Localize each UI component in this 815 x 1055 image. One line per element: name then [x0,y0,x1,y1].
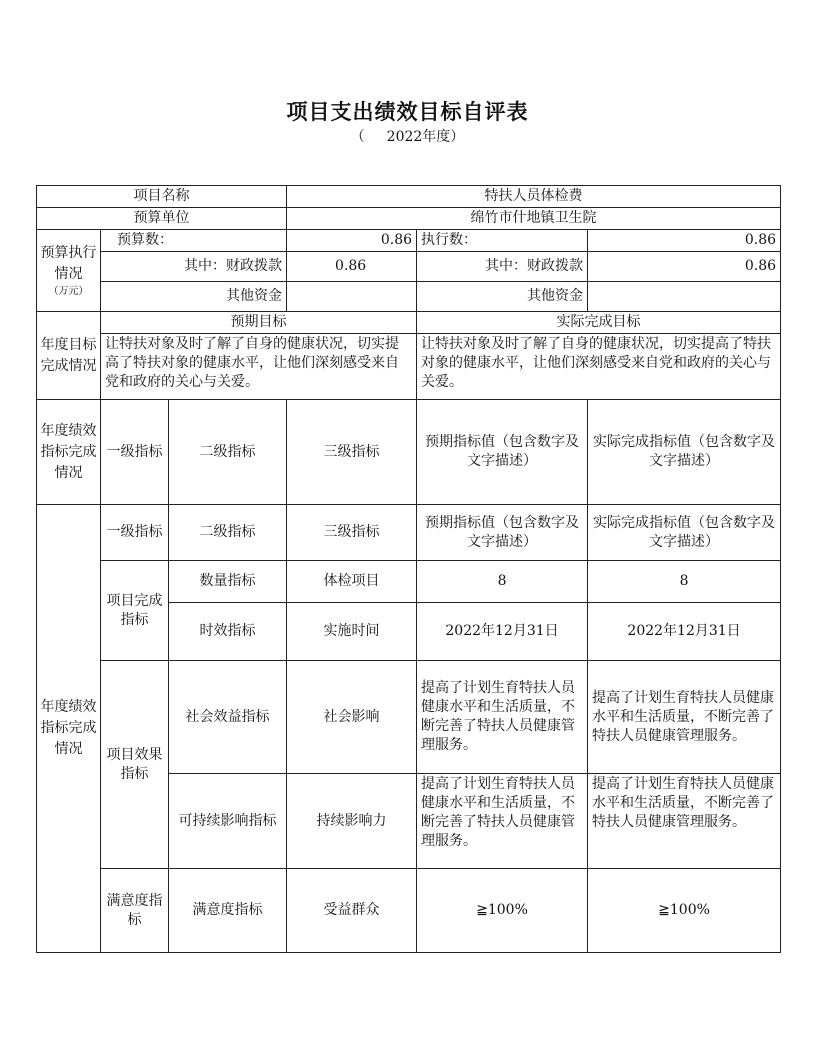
quantity-actual: 8 [588,561,781,603]
satisfaction-expected: ≧100% [417,869,588,953]
group-effect: 项目效果指标 [101,661,169,869]
social-level3: 社会影响 [287,661,417,774]
col-actual-header: 实际完成指标值（包含数字及文字描述） [588,400,781,505]
sustain-level2: 可持续影响指标 [169,774,287,869]
satisfaction-actual: ≧100% [588,869,781,953]
col-level1-header: 一级指标 [101,400,169,505]
goals-header-row [37,312,781,334]
fiscal-year-value: 2022年度） [386,129,465,145]
other-funds-label: 其他资金 [101,282,287,312]
expected-goal-text: 让特扶对象及时了解了自身的健康状况，切实提高了特扶对象的健康水平，让他们深刻感受来自党和政府的关心与关爱。 [101,334,417,400]
project-name-label: 项目名称 [37,186,287,208]
budget-unit-value: 绵竹市什地镇卫生院 [287,208,781,230]
fiscal-allocation-row [37,252,781,282]
fiscal-year-open: （ [350,129,365,145]
goals-content-row [37,334,781,400]
page-title: 项目支出绩效目标自评表 [286,100,529,124]
indicators-header-row-2 [37,505,781,561]
quantity-row [37,561,781,603]
satisfaction-level3: 受益群众 [287,869,417,953]
indicators-header-row-1 [37,400,781,505]
fiscal-exec-label: 其中：财政拨款 [417,252,588,282]
timeliness-level3: 实施时间 [287,603,417,661]
quantity-expected: 8 [417,561,588,603]
timeliness-actual: 2022年12月31日 [588,603,781,661]
timeliness-level2: 时效指标 [169,603,287,661]
performance-self-evaluation-table [36,185,781,953]
budget-unit-note: （万元） [48,285,89,297]
sustain-expected: 提高了计划生育特扶人员健康水平和生活质量，不断完善了特扶人员健康管理服务。 [417,774,588,869]
project-name-value: 特扶人员体检费 [287,186,781,208]
other-funds-exec [588,282,781,312]
budget-amount-label: 预算数： [101,230,287,252]
budget-execution-label [37,230,101,312]
indicators-label-1: 年度绩效指标完成情况 [37,400,101,505]
satisfaction-row [37,869,781,953]
timeliness-expected: 2022年12月31日 [417,603,588,661]
social-level2: 社会效益指标 [169,661,287,774]
other-funds-budget [287,282,417,312]
sustain-actual: 提高了计划生育特扶人员健康水平和生活质量，不断完善了特扶人员健康管理服务。 [588,774,781,869]
other-funds-row [37,282,781,312]
fiscal-year [0,126,815,146]
budget-amount-value: 0.86 [287,230,417,252]
exec-amount-label: 执行数： [417,230,588,252]
social-actual: 提高了计划生育特扶人员健康水平和生活质量，不断完善了特扶人员健康管理服务。 [588,661,781,774]
project-name-row [37,186,781,208]
col-expected-header: 预期指标值（包含数字及文字描述） [417,400,588,505]
actual-goal-text: 让特扶对象及时了解了自身的健康状况，切实提高了特扶对象的健康水平，让他们深刻感受来自党和政府的关心与关爱。 [417,334,781,400]
fiscal-exec-value: 0.86 [588,252,781,282]
fiscal-allocation-label: 其中：财政拨款 [101,252,287,282]
actual-goal-header: 实际完成目标 [417,312,781,334]
quantity-level3: 体检项目 [287,561,417,603]
exec-amount-value: 0.86 [588,230,781,252]
annual-goals-label: 年度目标完成情况 [37,312,101,400]
col-level3-header-b: 三级指标 [287,505,417,561]
col-level1-header-b: 一级指标 [101,505,169,561]
col-expected-header-b: 预期指标值（包含数字及文字描述） [417,505,588,561]
expected-goal-header: 预期目标 [101,312,417,334]
social-benefit-row [37,661,781,774]
social-expected: 提高了计划生育特扶人员健康水平和生活质量，不断完善了特扶人员健康管理服务。 [417,661,588,774]
budget-unit-row [37,208,781,230]
budget-amount-row [37,230,781,252]
col-level2-header: 二级指标 [169,400,287,505]
group-completion: 项目完成指标 [101,561,169,661]
satisfaction-level2: 满意度指标 [169,869,287,953]
indicators-label-2: 年度绩效指标完成情况 [37,505,101,953]
other-funds-exec-label: 其他资金 [417,282,588,312]
quantity-level2: 数量指标 [169,561,287,603]
fiscal-budget-value: 0.86 [287,252,417,282]
budget-execution-text: 预算执行情况 [40,244,97,282]
budget-unit-label: 预算单位 [37,208,287,230]
col-level3-header: 三级指标 [287,400,417,505]
group-satisfaction: 满意度指标 [101,869,169,953]
col-level2-header-b: 二级指标 [169,505,287,561]
col-actual-header-b: 实际完成指标值（包含数字及文字描述） [588,505,781,561]
sustain-level3: 持续影响力 [287,774,417,869]
